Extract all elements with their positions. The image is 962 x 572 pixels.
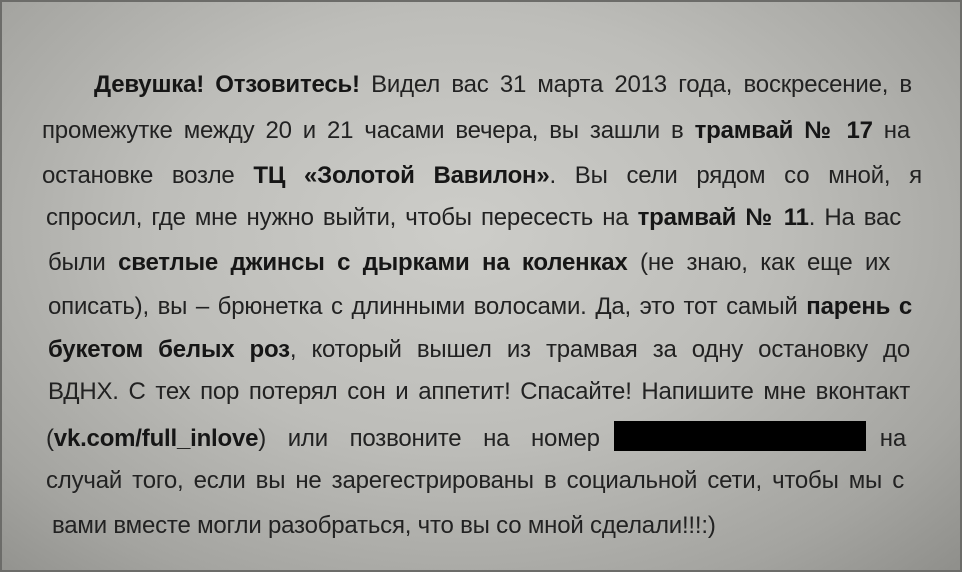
text-segment: на: [879, 425, 906, 452]
text-segment: (не знаю, как еще их: [627, 249, 891, 276]
notice-line-7: [48, 335, 910, 365]
redacted-phone-number: [614, 421, 866, 451]
bold-text: vk.com/full_inlove: [53, 425, 259, 452]
notice-line-6: [48, 292, 912, 322]
bold-text: букетом белых роз: [48, 336, 290, 363]
notice-line-3: [42, 161, 922, 191]
notice-line-1: [94, 70, 912, 100]
bold-text: трамвай № 11: [637, 204, 809, 231]
text-segment: ) или позвоните на номер: [258, 425, 600, 452]
bold-text: Девушка! Отзовитесь!: [94, 71, 360, 98]
text-segment: ВДНХ. С тех пор потерял сон и аппетит! Спасайте! Напишите мне вконтакт: [48, 378, 910, 405]
bold-text: светлые джинсы с дырками на коленках: [118, 249, 628, 276]
text-segment: . На вас: [808, 204, 901, 231]
notice-line-11: [52, 511, 752, 541]
text-segment: Видел вас 31 марта 2013 года, воскресение, в: [359, 71, 912, 98]
text-segment: были: [48, 249, 119, 276]
text-segment: вами вместе могли разобраться, что вы со мной сделали!!!:): [52, 512, 716, 539]
text-segment: описать), вы – брюнетка с длинными волосами. Да, это тот самый: [48, 293, 807, 320]
notice-line-4: [46, 203, 901, 233]
text-segment: промежутке между 20 и 21 часами вечера, вы зашли в: [42, 117, 695, 144]
notice-line-10: [46, 466, 904, 496]
bold-text: ТЦ «Золотой Вавилон»: [253, 162, 550, 189]
text-segment: . Вы сели рядом со мной, я: [549, 162, 922, 189]
text-segment: (: [46, 425, 54, 452]
notice-line-2: [42, 116, 910, 146]
bold-text: трамвай № 17: [694, 117, 873, 144]
notice-line-9: [46, 421, 906, 454]
text-segment: спросил, где мне нужно выйти, чтобы пересесть на: [46, 204, 638, 231]
notice-line-8: [48, 377, 910, 407]
bold-text: парень с: [806, 293, 912, 320]
notice-line-5: [48, 248, 890, 278]
text-segment: на: [872, 117, 911, 144]
text-segment: , который вышел из трамвая за одну остановку до: [289, 336, 910, 363]
text-segment: остановке возле: [42, 162, 254, 189]
text-segment: случай того, если вы не зарегестрированы в социальной сети, чтобы мы с: [46, 467, 904, 494]
